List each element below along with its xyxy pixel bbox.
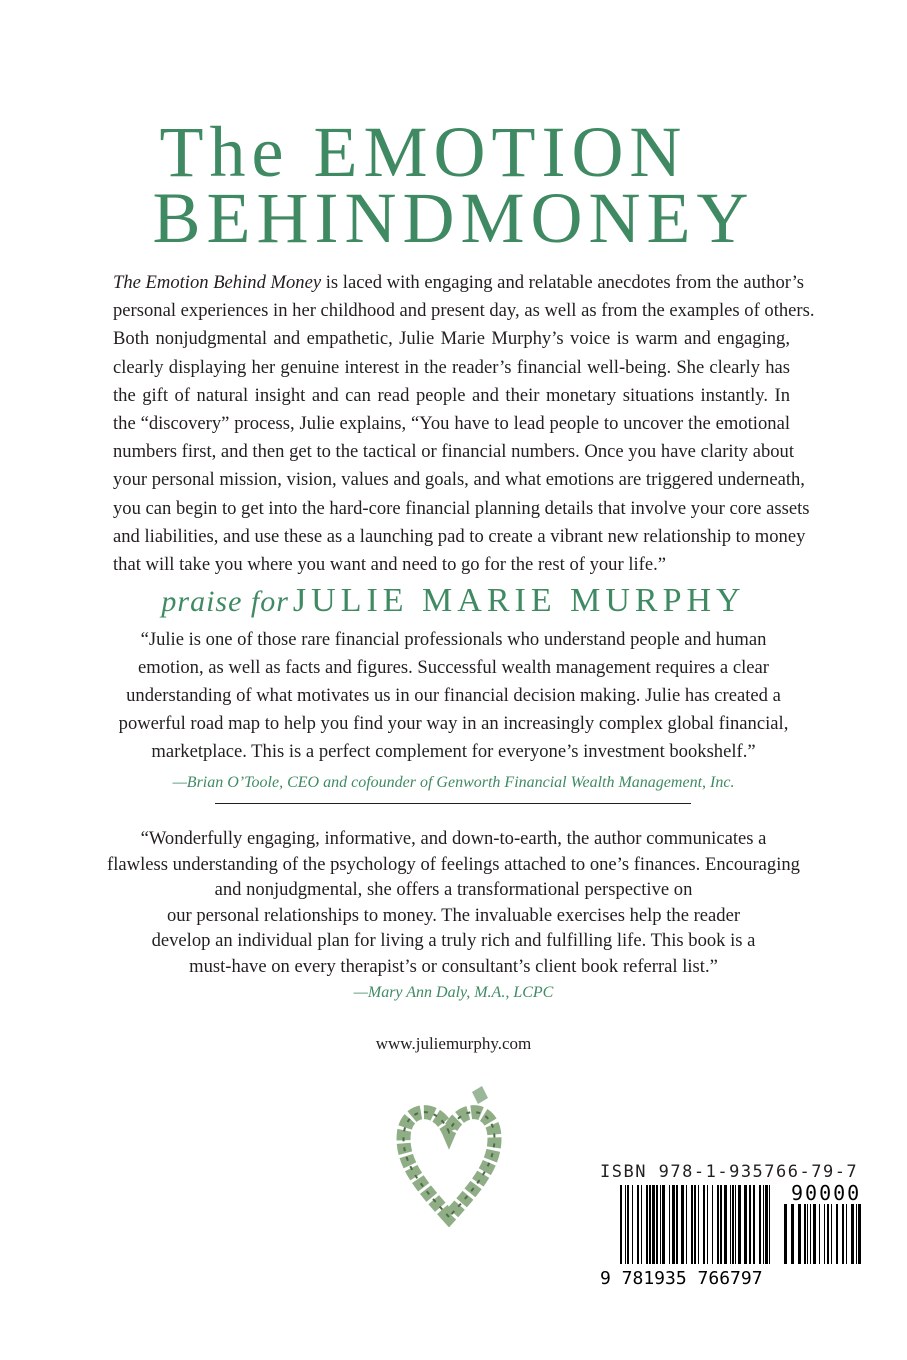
description-line: Both nonjudgmental and empathetic, Julie Marie Murphy’s voice is warm and engaging, (113, 328, 790, 350)
book-title-line-2: BEHINDMONEY (152, 178, 755, 258)
quote-line: understanding of what motivates us in our financial decision making. Julie has created a (126, 685, 781, 706)
website-url: www.juliemurphy.com (375, 1034, 532, 1053)
isbn-text: ISBN 978-1-935766-79-7 (600, 1162, 859, 1182)
description-line: your personal mission, vision, values and goals, and what emotions are triggered underneath, (113, 469, 805, 491)
description-line: and liabilities, and use these as a launching pad to create a vibrant new relationship to money (113, 525, 806, 547)
description-line: the gift of natural insight and can read people and their monetary situations instantly. In (113, 384, 790, 406)
description-line (113, 269, 805, 297)
money-heart-logo-icon (392, 1082, 507, 1227)
quote-line: develop an individual plan for living a truly rich and fulfilling life. This book is a (151, 930, 756, 951)
quote-line: powerful road map to help you find your way in an increasingly complex global financial, (118, 713, 789, 734)
quote-line: “Wonderfully engaging, informative, and down-to-earth, the author communicates a (140, 828, 767, 849)
description-line: personal experiences in her childhood and present day, as well as from the examples of others. (113, 300, 815, 322)
quote-line: our personal relationships to money. The invaluable exercises help the reader (166, 904, 741, 926)
divider-rule (215, 803, 691, 804)
testimonial-attribution-2: —Mary Ann Daly, M.A., LCPC (353, 984, 554, 1001)
book-description (113, 269, 815, 579)
description-line: numbers first, and then get to the tactical or financial numbers. Once you have clarity about (113, 441, 795, 463)
testimonial-attribution-1: —Brian O’Toole, CEO and cofounder of Genworth Financial Wealth Management, Inc. (172, 774, 735, 791)
description-line: that will take you where you want and need to go for the rest of your life.” (113, 553, 666, 575)
quote-line: flawless understanding of the psychology of feelings attached to one’s finances. Encouraging (107, 853, 800, 875)
book-title-line-1: The EMOTION (159, 112, 688, 192)
testimonial-quote-2 (60, 826, 847, 979)
description-italic-title: The Emotion Behind Money (113, 272, 322, 293)
description-line: clearly displaying her genuine interest in the reader’s financial well-being. She clearly has (113, 356, 790, 378)
price-code: 90000 (791, 1181, 862, 1205)
quote-line: emotion, as well as facts and figures. Successful wealth management requires a clear (138, 657, 769, 678)
quote-line: marketplace. This is a perfect complement for everyone’s investment bookshelf.” (151, 741, 756, 762)
quote-line: must-have on every therapist’s or consultant’s client book referral list.” (189, 955, 718, 977)
quote-line: “Julie is one of those rare financial professionals who understand people and human (140, 629, 767, 650)
praise-prefix: praise for (161, 585, 289, 618)
ean-digits: 9 781935 766797 (600, 1268, 763, 1289)
praise-author-name: JULIE MARIE MURPHY (292, 582, 746, 619)
description-text: is laced with engaging and relatable anecdotes from the author’s (321, 272, 805, 293)
isbn-barcode (598, 1160, 868, 1290)
quote-line: and nonjudgmental, she offers a transformational perspective on (214, 879, 693, 900)
praise-heading (0, 581, 907, 621)
description-line: the “discovery” process, Julie explains, “You have to lead people to uncover the emotional (113, 412, 790, 434)
description-line: you can begin to get into the hard-core financial planning details that involve your core assets (113, 497, 810, 519)
testimonial-quote-1 (60, 626, 847, 766)
